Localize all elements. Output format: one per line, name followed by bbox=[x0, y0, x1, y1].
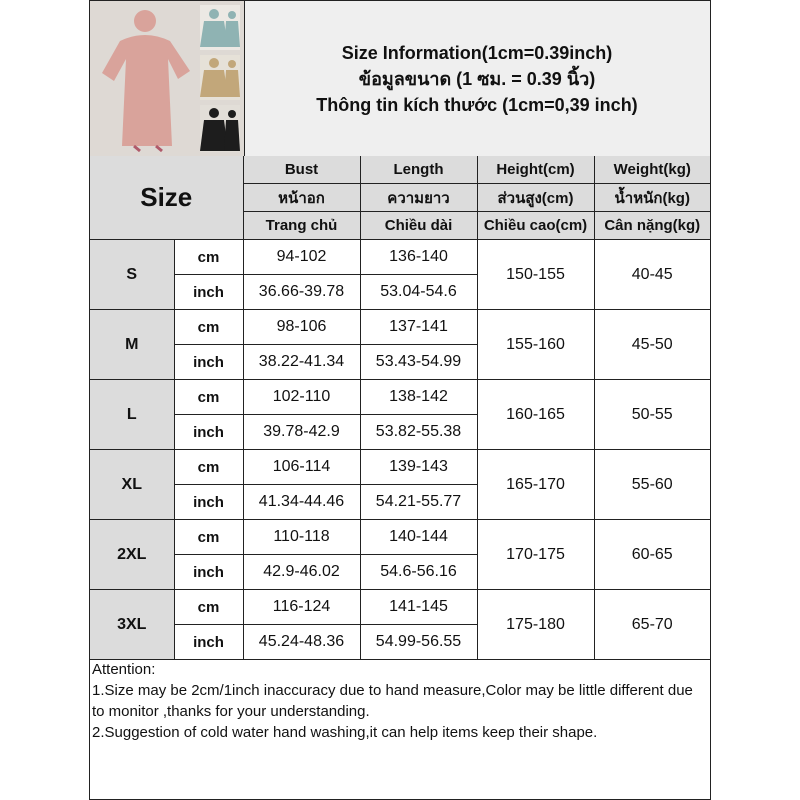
height-range: 160-165 bbox=[477, 380, 594, 450]
unit-cm: cm bbox=[174, 450, 243, 485]
unit-cm: cm bbox=[174, 310, 243, 345]
attention-note-1: 1.Size may be 2cm/1inch inaccuracy due to hand measure,Color may be little different due to monitor ,thanks for your understanding. bbox=[92, 682, 693, 720]
header-titles bbox=[244, 1, 710, 156]
bust-cm: 110-118 bbox=[243, 520, 360, 555]
height-range: 170-175 bbox=[477, 520, 594, 590]
col-height-vi: Chiều cao(cm) bbox=[477, 212, 594, 240]
model-khaki bbox=[200, 55, 240, 100]
bust-inch: 36.66-39.78 bbox=[243, 275, 360, 310]
size-label: 2XL bbox=[90, 520, 174, 590]
unit-inch: inch bbox=[174, 275, 243, 310]
weight-range: 60-65 bbox=[594, 520, 710, 590]
length-cm: 141-145 bbox=[360, 590, 477, 625]
height-range: 155-160 bbox=[477, 310, 594, 380]
height-range: 175-180 bbox=[477, 590, 594, 660]
attention-heading: Attention: bbox=[92, 661, 156, 678]
title-vietnamese: Thông tin kích thước (1cm=0,39 inch) bbox=[316, 94, 638, 115]
attention-note-2: 2.Suggestion of cold water hand washing,it can help items keep their shape. bbox=[92, 724, 598, 741]
unit-cm: cm bbox=[174, 520, 243, 555]
length-inch: 53.82-55.38 bbox=[360, 415, 477, 450]
length-inch: 54.99-56.55 bbox=[360, 625, 477, 660]
weight-range: 40-45 bbox=[594, 240, 710, 310]
unit-cm: cm bbox=[174, 590, 243, 625]
unit-inch: inch bbox=[174, 625, 243, 660]
length-cm: 137-141 bbox=[360, 310, 477, 345]
unit-cm: cm bbox=[174, 380, 243, 415]
unit-inch: inch bbox=[174, 415, 243, 450]
bust-cm: 102-110 bbox=[243, 380, 360, 415]
col-length-th: ความยาว bbox=[360, 184, 477, 212]
attention-notes bbox=[92, 659, 708, 743]
size-row-cm bbox=[90, 450, 710, 485]
col-bust-th: หน้าอก bbox=[243, 184, 360, 212]
col-weight-th: น้ำหนัก(kg) bbox=[594, 184, 710, 212]
col-length-en: Length bbox=[360, 156, 477, 184]
model-black bbox=[200, 105, 240, 152]
title-english: Size Information(1cm=0.39inch) bbox=[341, 42, 613, 63]
col-bust-vi: Trang chủ bbox=[243, 212, 360, 240]
unit-inch: inch bbox=[174, 345, 243, 380]
bust-cm: 98-106 bbox=[243, 310, 360, 345]
length-cm: 139-143 bbox=[360, 450, 477, 485]
col-weight-vi: Cân nặng(kg) bbox=[594, 212, 710, 240]
product-photo-illustration bbox=[90, 1, 244, 156]
size-table bbox=[90, 156, 710, 660]
bust-inch: 41.34-44.46 bbox=[243, 485, 360, 520]
size-row-cm bbox=[90, 520, 710, 555]
size-header: Size bbox=[90, 156, 243, 240]
title-thai: ข้อมูลขนาด (1 ซม. = 0.39 นิ้ว) bbox=[358, 68, 596, 89]
size-label: XL bbox=[90, 450, 174, 520]
size-label: L bbox=[90, 380, 174, 450]
size-row-cm bbox=[90, 380, 710, 415]
model-teal bbox=[200, 5, 240, 50]
col-weight-en: Weight(kg) bbox=[594, 156, 710, 184]
col-bust-en: Bust bbox=[243, 156, 360, 184]
length-cm: 136-140 bbox=[360, 240, 477, 275]
size-row-cm bbox=[90, 240, 710, 275]
bust-cm: 116-124 bbox=[243, 590, 360, 625]
weight-range: 65-70 bbox=[594, 590, 710, 660]
size-row-cm bbox=[90, 310, 710, 345]
size-chart-sheet bbox=[89, 0, 711, 800]
height-range: 165-170 bbox=[477, 450, 594, 520]
bust-cm: 106-114 bbox=[243, 450, 360, 485]
col-height-th: ส่วนสูง(cm) bbox=[477, 184, 594, 212]
length-inch: 54.21-55.77 bbox=[360, 485, 477, 520]
size-label: S bbox=[90, 240, 174, 310]
unit-cm: cm bbox=[174, 240, 243, 275]
size-label: M bbox=[90, 310, 174, 380]
length-inch: 54.6-56.16 bbox=[360, 555, 477, 590]
bust-inch: 39.78-42.9 bbox=[243, 415, 360, 450]
col-length-vi: Chiều dài bbox=[360, 212, 477, 240]
bust-inch: 42.9-46.02 bbox=[243, 555, 360, 590]
height-range: 150-155 bbox=[477, 240, 594, 310]
product-photo bbox=[90, 1, 245, 156]
size-label: 3XL bbox=[90, 590, 174, 660]
bust-inch: 38.22-41.34 bbox=[243, 345, 360, 380]
length-cm: 140-144 bbox=[360, 520, 477, 555]
weight-range: 50-55 bbox=[594, 380, 710, 450]
unit-inch: inch bbox=[174, 485, 243, 520]
bust-inch: 45.24-48.36 bbox=[243, 625, 360, 660]
size-row-cm bbox=[90, 590, 710, 625]
length-inch: 53.43-54.99 bbox=[360, 345, 477, 380]
col-height-en: Height(cm) bbox=[477, 156, 594, 184]
bust-cm: 94-102 bbox=[243, 240, 360, 275]
unit-inch: inch bbox=[174, 555, 243, 590]
weight-range: 45-50 bbox=[594, 310, 710, 380]
header-area bbox=[90, 1, 710, 157]
length-inch: 53.04-54.6 bbox=[360, 275, 477, 310]
length-cm: 138-142 bbox=[360, 380, 477, 415]
weight-range: 55-60 bbox=[594, 450, 710, 520]
